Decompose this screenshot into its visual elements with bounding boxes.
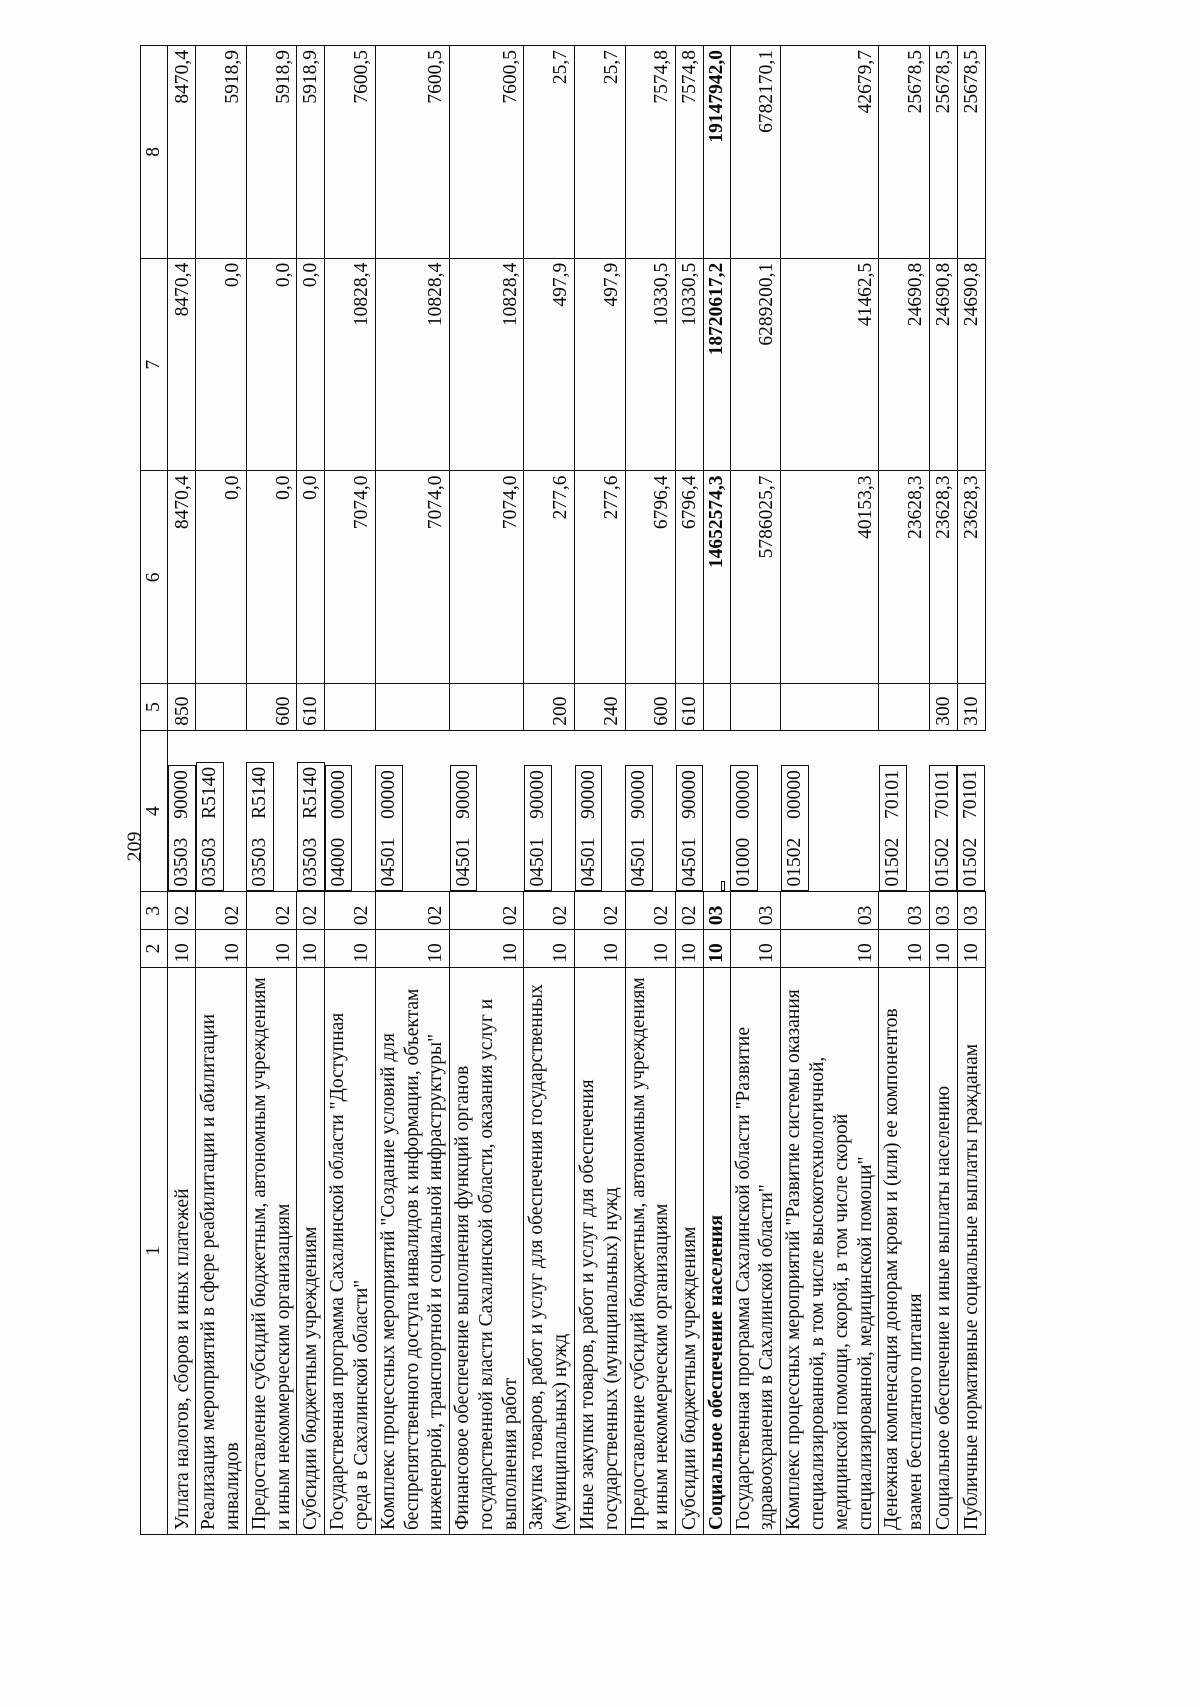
target-article-cell: 04501 90000: [450, 765, 478, 891]
target-article-cell: 01502 70101: [957, 765, 985, 891]
subsection-code-cell: 02: [524, 892, 575, 930]
header-cell: 5: [141, 684, 168, 731]
amount-year1-cell: 0,0: [246, 471, 297, 684]
section-code-cell: 10: [450, 930, 524, 968]
amount-year1-cell: 8470,4: [168, 471, 196, 684]
amount-year1-cell: 6796,4: [625, 471, 676, 684]
amount-year1-cell: 277,6: [524, 471, 575, 684]
target-article-cell: 03503 R5140: [246, 762, 274, 892]
target-article-cell: 03503 R5140: [297, 762, 325, 892]
subsection-code-cell: 02: [450, 892, 524, 930]
table-row: [703, 46, 730, 1535]
amount-year2-cell: 10828,4: [450, 258, 524, 471]
table-row: [575, 46, 626, 1535]
subsection-code-cell: 02: [168, 892, 196, 930]
amount-year3-cell: 25678,5: [879, 46, 930, 259]
header-cell: 2: [141, 930, 168, 968]
table-body: [168, 46, 986, 1535]
section-code-cell: 10: [375, 930, 449, 968]
table-row: [450, 46, 524, 1535]
rotated-content: [140, 45, 1115, 1535]
subsection-code-cell: 02: [375, 892, 449, 930]
subsection-code-cell: 02: [625, 892, 676, 930]
header-cell: 3: [141, 892, 168, 930]
table-row: [929, 46, 957, 1535]
row-name-cell: Предоставление субсидий бюджетным, автономным учреждениям и иным некоммерческим организациям: [625, 967, 676, 1534]
table-row: [625, 46, 676, 1535]
target-article-cell: 01502 70101: [879, 765, 907, 891]
target-article-cell: 04501 90000: [676, 765, 704, 891]
expense-type-cell: [703, 684, 730, 731]
header-cell: 7: [141, 258, 168, 471]
expense-type-cell: 600: [246, 684, 297, 731]
expense-type-cell: 310: [957, 684, 985, 731]
subsection-code-cell: 03: [957, 892, 985, 930]
amount-year3-cell: 19147942,0: [703, 46, 730, 259]
amount-year1-cell: 7074,0: [375, 471, 449, 684]
expense-type-cell: 610: [297, 684, 325, 731]
header-cell: 4: [141, 730, 168, 892]
amount-year3-cell: 7600,5: [375, 46, 449, 259]
section-code-cell: 10: [297, 930, 325, 968]
subsection-code-cell: 02: [297, 892, 325, 930]
amount-year3-cell: 42679,7: [781, 46, 879, 259]
expense-type-cell: [450, 684, 524, 731]
table-row: [781, 46, 879, 1535]
amount-year1-cell: 277,6: [575, 471, 626, 684]
section-code-cell: 10: [524, 930, 575, 968]
target-article-cell: 04501 00000: [375, 765, 403, 891]
expense-type-cell: [375, 684, 449, 731]
amount-year2-cell: 18720617,2: [703, 258, 730, 471]
subsection-code-cell: 02: [325, 892, 376, 930]
amount-year3-cell: 25,7: [524, 46, 575, 259]
subsection-code-cell: 03: [929, 892, 957, 930]
amount-year1-cell: 23628,3: [929, 471, 957, 684]
target-article-cell: 04501 90000: [625, 765, 653, 891]
expense-type-cell: 200: [524, 684, 575, 731]
section-code-cell: 10: [246, 930, 297, 968]
amount-year3-cell: 6782170,1: [730, 46, 781, 259]
table-row: [730, 46, 781, 1535]
amount-year3-cell: 25,7: [575, 46, 626, 259]
row-name-cell: Комплекс процессных мероприятий "Развитие системы оказания специализированной, в том числе высокотехнологичной, медицинской помощи, скорой, в том числе скорой специализированной, медицинской помощи": [781, 967, 879, 1534]
header-cell: 6: [141, 471, 168, 684]
expense-type-cell: 300: [929, 684, 957, 731]
amount-year2-cell: 0,0: [246, 258, 297, 471]
amount-year3-cell: 7600,5: [450, 46, 524, 259]
section-code-cell: 10: [625, 930, 676, 968]
target-article-cell: 03503 90000: [168, 765, 196, 891]
target-article-cell: 04501 90000: [575, 765, 603, 891]
amount-year2-cell: 10330,5: [625, 258, 676, 471]
expense-type-cell: 850: [168, 684, 196, 731]
amount-year1-cell: 7074,0: [325, 471, 376, 684]
target-article-cell: 04000 00000: [325, 765, 353, 891]
section-code-cell: 10: [676, 930, 704, 968]
target-article-cell: [721, 881, 725, 891]
row-name-cell: Государственная программа Сахалинской области "Развитие здравоохранения в Сахалинской области": [730, 967, 781, 1534]
row-name-cell: Государственная программа Сахалинской области "Доступная среда в Сахалинской области": [325, 967, 376, 1534]
row-name-cell: Реализация мероприятий в сфере реабилитации и абилитации инвалидов: [196, 967, 247, 1534]
subsection-code-cell: 03: [730, 892, 781, 930]
row-name-cell: Иные закупки товаров, работ и услуг для обеспечения государственных (муниципальных) нужд: [575, 967, 626, 1534]
table-row: [297, 46, 325, 1535]
amount-year3-cell: 8470,4: [168, 46, 196, 259]
amount-year3-cell: 25678,5: [957, 46, 985, 259]
header-cell: 1: [141, 967, 168, 1534]
row-name-cell: Субсидии бюджетным учреждениям: [297, 967, 325, 1534]
amount-year2-cell: 8470,4: [168, 258, 196, 471]
row-name-cell: Социальное обеспечение населения: [703, 967, 730, 1534]
amount-year1-cell: 23628,3: [957, 471, 985, 684]
target-article-cell: 01000 00000: [730, 765, 758, 891]
subsection-code-cell: 02: [246, 892, 297, 930]
section-code-cell: 10: [168, 930, 196, 968]
table-row: [676, 46, 704, 1535]
amount-year3-cell: 5918,9: [297, 46, 325, 259]
row-name-cell: Социальное обеспечение и иные выплаты населению: [929, 967, 957, 1534]
budget-table: [140, 45, 986, 1535]
subsection-code-cell: 03: [781, 892, 879, 930]
subsection-code-cell: 02: [196, 892, 247, 930]
section-code-cell: 10: [196, 930, 247, 968]
target-article-cell: 03503 R5140: [196, 762, 224, 892]
row-name-cell: Закупка товаров, работ и услуг для обеспечения государственных (муниципальных) нужд: [524, 967, 575, 1534]
amount-year3-cell: 25678,5: [929, 46, 957, 259]
section-code-cell: 10: [879, 930, 930, 968]
amount-year3-cell: 7574,8: [676, 46, 704, 259]
header-cell: 8: [141, 46, 168, 259]
amount-year1-cell: 7074,0: [450, 471, 524, 684]
row-name-cell: Предоставление субсидий бюджетным, автономным учреждениям и иным некоммерческим организациям: [246, 967, 297, 1534]
expense-type-cell: [781, 684, 879, 731]
table-row: [246, 46, 297, 1535]
amount-year1-cell: 6796,4: [676, 471, 704, 684]
amount-year2-cell: 497,9: [575, 258, 626, 471]
section-code-cell: 10: [781, 930, 879, 968]
table-row: [957, 46, 985, 1535]
target-article-cell: 04501 90000: [524, 765, 552, 891]
amount-year2-cell: 0,0: [297, 258, 325, 471]
section-code-cell: 10: [730, 930, 781, 968]
table-row: [375, 46, 449, 1535]
section-code-cell: 10: [325, 930, 376, 968]
row-name-cell: Уплата налогов, сборов и иных платежей: [168, 967, 196, 1534]
amount-year2-cell: 41462,5: [781, 258, 879, 471]
expense-type-cell: [879, 684, 930, 731]
subsection-code-cell: 02: [575, 892, 626, 930]
amount-year1-cell: 40153,3: [781, 471, 879, 684]
row-name-cell: Комплекс процессных мероприятий "Создание условий для беспрепятственного доступа инвалидов к информации, объектам инженерной, транспортной и социальной инфраструктуры": [375, 967, 449, 1534]
table-row: [524, 46, 575, 1535]
amount-year2-cell: 24690,8: [957, 258, 985, 471]
row-name-cell: Публичные нормативные социальные выплаты гражданам: [957, 967, 985, 1534]
section-code-cell: 10: [957, 930, 985, 968]
table-row: [196, 46, 247, 1535]
section-code-cell: 10: [703, 930, 730, 968]
subsection-code-cell: 03: [879, 892, 930, 930]
amount-year2-cell: 0,0: [196, 258, 247, 471]
amount-year2-cell: 6289200,1: [730, 258, 781, 471]
row-name-cell: Субсидии бюджетным учреждениям: [676, 967, 704, 1534]
amount-year2-cell: 24690,8: [929, 258, 957, 471]
table-row: [879, 46, 930, 1535]
section-code-cell: 10: [929, 930, 957, 968]
amount-year1-cell: 0,0: [196, 471, 247, 684]
row-name-cell: Финансовое обеспечение выполнения функций органов государственной власти Сахалинской области, оказания услуг и выполнения работ: [450, 967, 524, 1534]
amount-year1-cell: 5786025,7: [730, 471, 781, 684]
subsection-code-cell: 02: [676, 892, 704, 930]
expense-type-cell: 240: [575, 684, 626, 731]
header-row: [141, 46, 168, 1535]
row-name-cell: Денежная компенсация донорам крови и (или) ее компонентов взамен бесплатного питания: [879, 967, 930, 1534]
expense-type-cell: 600: [625, 684, 676, 731]
target-article-cell: 01502 70101: [929, 765, 957, 891]
expense-type-cell: 610: [676, 684, 704, 731]
amount-year1-cell: 0,0: [297, 471, 325, 684]
amount-year3-cell: 7600,5: [325, 46, 376, 259]
amount-year3-cell: 5918,9: [196, 46, 247, 259]
expense-type-cell: [325, 684, 376, 731]
amount-year2-cell: 24690,8: [879, 258, 930, 471]
table-row: [168, 46, 196, 1535]
table-row: [325, 46, 376, 1535]
target-article-cell: 01502 00000: [781, 765, 809, 891]
amount-year1-cell: 23628,3: [879, 471, 930, 684]
subsection-code-cell: 03: [703, 892, 730, 930]
amount-year3-cell: 5918,9: [246, 46, 297, 259]
expense-type-cell: [196, 684, 247, 731]
amount-year3-cell: 7574,8: [625, 46, 676, 259]
amount-year2-cell: 497,9: [524, 258, 575, 471]
amount-year1-cell: 14652574,3: [703, 471, 730, 684]
amount-year2-cell: 10828,4: [375, 258, 449, 471]
expense-type-cell: [730, 684, 781, 731]
amount-year2-cell: 10828,4: [325, 258, 376, 471]
page-number: 209: [123, 831, 146, 862]
amount-year2-cell: 10330,5: [676, 258, 704, 471]
section-code-cell: 10: [575, 930, 626, 968]
